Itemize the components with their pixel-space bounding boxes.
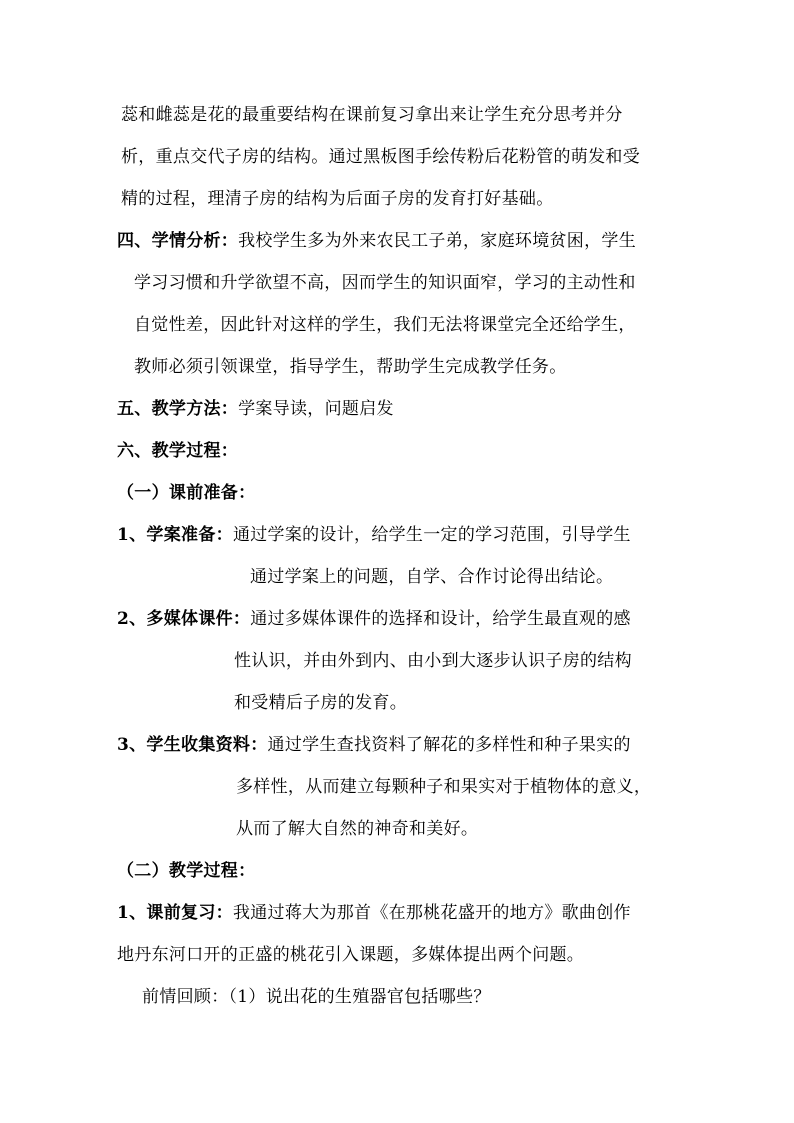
section-heading: 六、教学过程： (117, 441, 239, 461)
item-text: 通过多媒体课件的选择和设计，给学生最直观的感 (250, 609, 631, 629)
subsection-heading: （二）教学过程： (117, 861, 256, 881)
review-question-line: 前情回顾：（1）说出花的生殖器官包括哪些？ (142, 987, 491, 1007)
section-text: 学案导读，问题启发 (238, 399, 394, 419)
item-text: 通过学案的设计，给学生一定的学习范围，引导学生 (232, 525, 631, 545)
paragraph-line: 教师必须引领课堂，指导学生，帮助学生完成教学任务。 (134, 357, 567, 377)
paragraph-line: 从而了解大自然的神奇和美好。 (236, 819, 479, 839)
section-heading: 四、学情分析： (117, 231, 239, 251)
paragraph-line: 和受精后子房的发育。 (234, 693, 407, 713)
item-heading: 2、多媒体课件： (117, 609, 251, 629)
item-heading: 3、学生收集资料： (117, 735, 268, 755)
section-5-line (117, 398, 394, 420)
paragraph-line: 蕊和雌蕊是花的最重要结构在课前复习拿出来让学生充分思考并分 (121, 105, 623, 125)
item-text: 我通过蒋大为那首《在那桃花盛开的地方》歌曲创作 (232, 903, 631, 923)
section-heading: 五、教学方法： (117, 399, 239, 419)
item-heading: 1、学案准备： (117, 525, 233, 545)
paragraph-line: 多样性，从而建立每颗种子和果实对于植物体的意义， (236, 777, 652, 797)
paragraph-line: 析，重点交代子房的结构。通过黑板图手绘传粉后花粉管的萌发和受 (121, 147, 640, 167)
item-1-line-1 (117, 524, 631, 546)
subsection-heading: （一）课前准备： (117, 483, 256, 503)
paragraph-line: 学习习惯和升学欲望不高，因而学生的知识面窄，学习的主动性和 (134, 273, 636, 293)
paragraph-line: 地丹东河口开的正盛的桃花引入课题，多媒体提出两个问题。 (117, 945, 585, 965)
section-text: 我校学生多为外来农民工子弟，家庭环境贫困，学生 (238, 231, 637, 251)
item-3-line-1 (117, 734, 631, 756)
paragraph-line: 性认识，并由外到内、由小到大逐步认识子房的结构 (234, 651, 632, 671)
item-heading: 1、课前复习： (117, 903, 233, 923)
item-4-line-1 (117, 902, 631, 924)
item-text: 通过学生查找资料了解花的多样性和种子果实的 (267, 735, 631, 755)
item-2-line-1 (117, 608, 631, 630)
paragraph-line: 精的过程，理清子房的结构为后面子房的发育打好基础。 (121, 189, 554, 209)
section-4-line-1 (117, 230, 636, 252)
paragraph-line: 自觉性差，因此针对这样的学生，我们无法将课堂完全还给学生， (134, 315, 636, 335)
paragraph-line: 通过学案上的问题，自学、合作讨论得出结论。 (250, 567, 614, 587)
